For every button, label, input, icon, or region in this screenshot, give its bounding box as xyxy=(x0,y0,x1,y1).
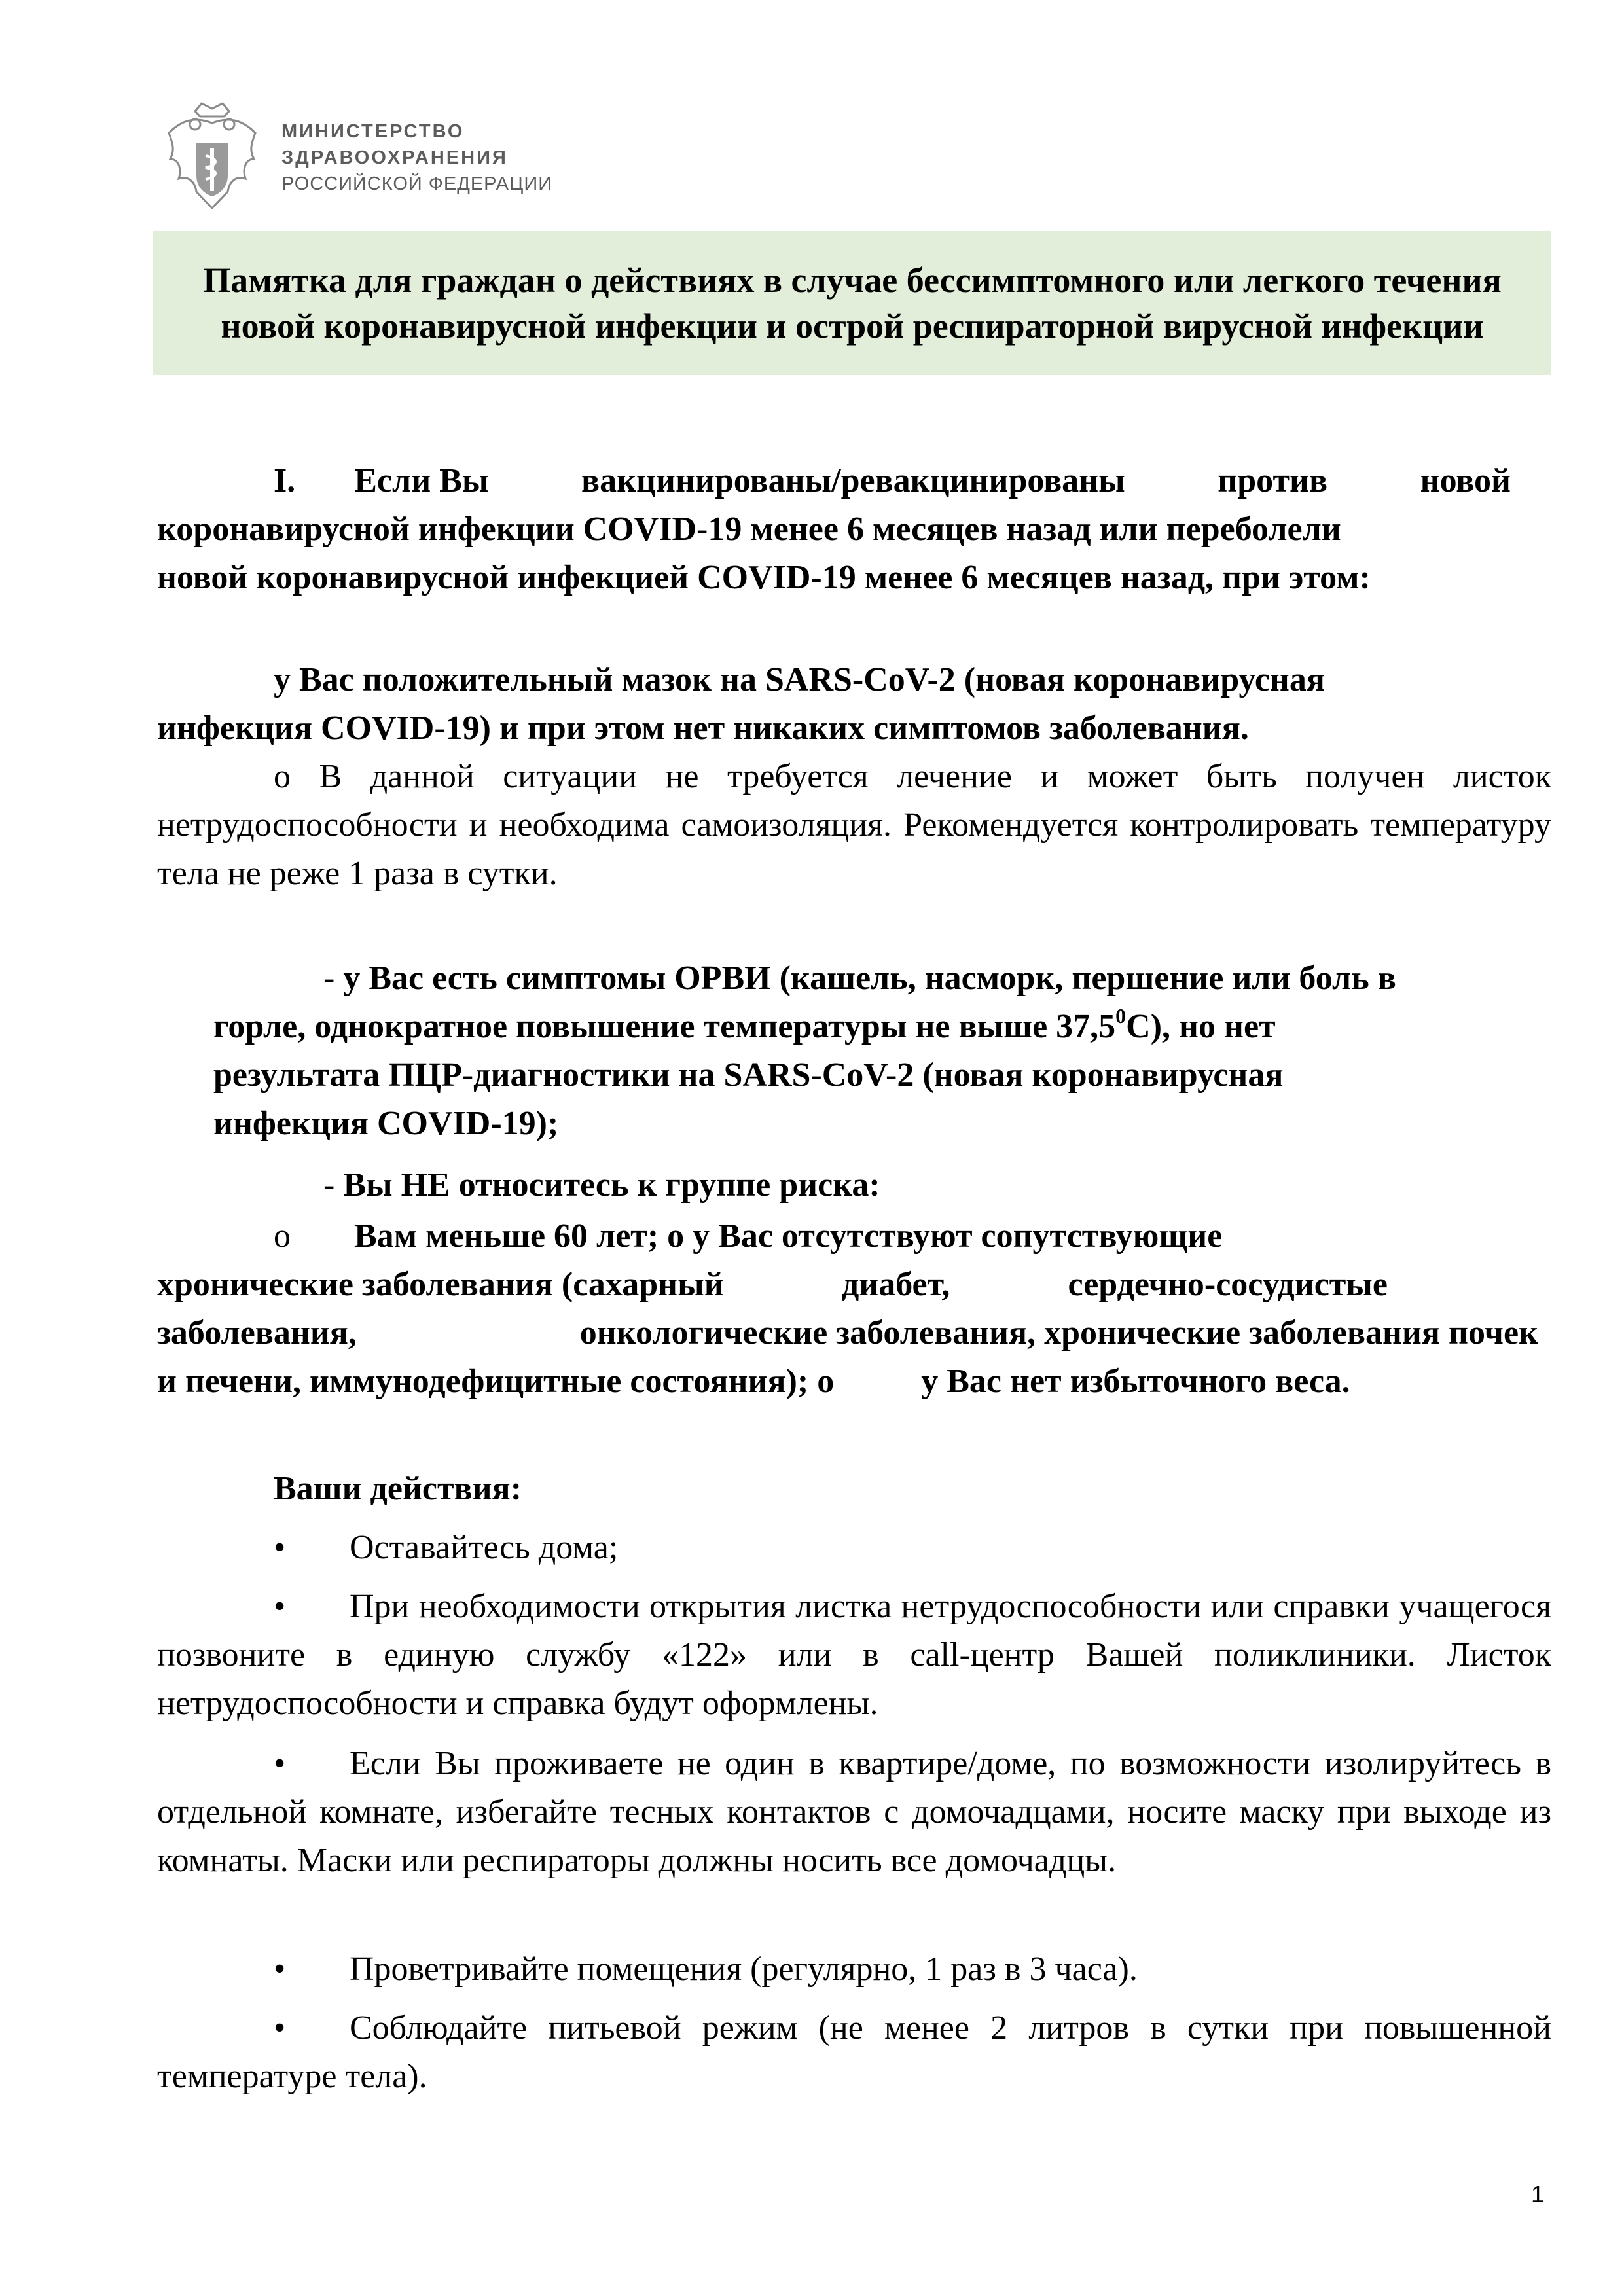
page-number: 1 xyxy=(1530,2181,1544,2208)
action-item-3: Если Вы проживаете не один в квартире/доме, по возможности изолируйтесь в отдельной комнате, избегайте тесных контактов с домочадцами, носите маску при выходе из комнаты. Маски или респираторы должны носить все домочадцы. xyxy=(157,1745,1551,1879)
dash-marker: - xyxy=(323,960,335,997)
document-title: Памятка для граждан о действиях в случае бессимптомного или легкого течения новой коронавирусной инфекции и острой респираторной вирусной инфекции xyxy=(203,260,1502,346)
risk-line-1: o Вам меньше 60 лет; o у Вас отсутствуют сопутствующие xyxy=(274,1217,1223,1255)
dash-marker: - xyxy=(323,1166,335,1204)
case-2-line-1: - у Вас есть симптомы ОРВИ (кашель, насморк, першение или боль в xyxy=(323,960,1396,997)
actions-heading: Ваши действия: xyxy=(274,1470,522,1507)
case-1-line-1: у Вас положительный мазок на SARS-CoV-2 (новая коронавирусная xyxy=(274,661,1326,698)
risk-line-3: заболевания, онкологические заболевания, хронические заболевания почек xyxy=(157,1314,1538,1352)
risk-group-heading: - Вы НЕ относитесь к группе риска: xyxy=(323,1166,880,1204)
bullet-icon: • xyxy=(274,1950,286,1988)
logo-line-2: ЗДРАВООХРАНЕНИЯ xyxy=(281,147,508,168)
section-1-line-3: новой коронавирусной инфекцией COVID-19 менее 6 месяцев назад, при этом: xyxy=(157,559,1371,596)
case-1-line-2: инфекция COVID-19) и при этом нет никаких симптомов заболевания. xyxy=(157,709,1249,747)
action-item-2: При необходимости открытия листка нетрудоспособности или справки учащегося позвоните в единую службу «122» или в call-центр Вашей поликлиники. Листок нетрудоспособности и справка будут оформлены. xyxy=(157,1588,1551,1722)
section-numeral: I. xyxy=(274,462,296,499)
risk-line-4: и печени, иммунодефицитные состояния); o у Вас нет избыточного веса. xyxy=(157,1363,1350,1400)
action-item-1: Оставайтесь дома; xyxy=(350,1529,619,1566)
logo-line-3: РОССИЙСКОЙ ФЕДЕРАЦИИ xyxy=(281,173,553,194)
case-1-note: o В данной ситуации не требуется лечение и может быть получен листок нетрудоспособности и необходима самоизоляция. Рекомендуется контролировать температуру тела не реже 1 раза в сутки. xyxy=(157,758,1551,892)
case-2-line-4: инфекция COVID-19); xyxy=(213,1105,559,1142)
section-1-line-2: коронавирусной инфекции COVID-19 менее 6 месяцев назад или переболели xyxy=(157,511,1341,548)
bullet-icon: • xyxy=(274,1745,286,1782)
bullet-icon: • xyxy=(274,2009,286,2047)
case-2-line-3: результата ПЦР-диагностики на SARS-CoV-2 (новая коронавирусная xyxy=(213,1056,1284,1094)
ministry-logo xyxy=(156,97,552,218)
logo-line-1: МИНИСТЕРСТВО xyxy=(281,120,465,142)
case-2-line-2: горле, однократное повышение температуры не выше 37,5$^0$С), но нет xyxy=(213,1004,1276,1045)
risk-line-2: хронические заболевания (сахарный диабет, сердечно-сосудистые xyxy=(157,1266,1388,1303)
action-item-5: Соблюдайте питьевой режим (не менее 2 литров в сутки при повышенной температуре тела). xyxy=(157,2009,1551,2095)
bullet-icon: • xyxy=(274,1588,286,1625)
bullet-icon: • xyxy=(274,1529,286,1566)
coat-of-arms-icon xyxy=(156,97,268,218)
section-1-line-1: I. Если Вы вакцинированы/ревакцинированы против новой xyxy=(274,457,1511,505)
action-item-4: Проветривайте помещения (регулярно, 1 раз в 3 часа). xyxy=(350,1950,1138,1988)
title-box xyxy=(153,231,1551,375)
